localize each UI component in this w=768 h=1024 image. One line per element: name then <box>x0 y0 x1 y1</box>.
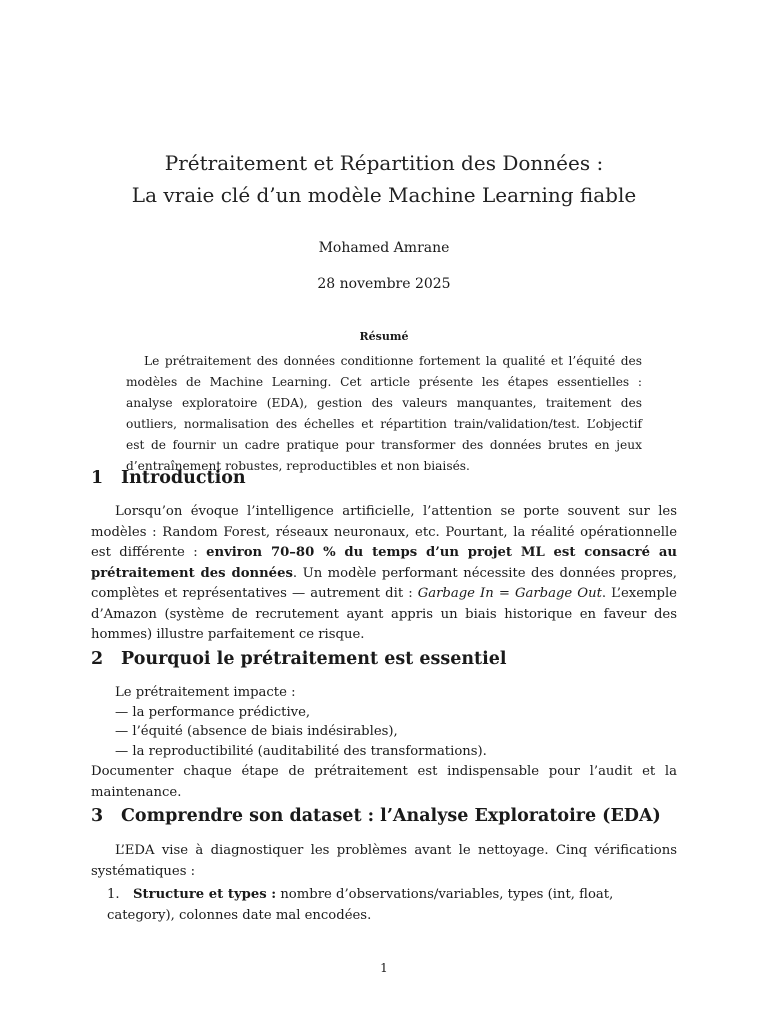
section-heading-2 <box>91 647 681 671</box>
impact-list <box>115 683 675 761</box>
list-item: — la reproductibilité (auditabilité des transformations). <box>115 743 487 759</box>
list-item-number: 1. <box>107 887 120 902</box>
list-item <box>107 885 679 926</box>
title-line-2: La vraie clé d’un modèle Machine Learning fiable <box>131 183 637 207</box>
section-heading-3 <box>91 804 681 828</box>
section-2-conclusion: Documenter chaque étape de prétraitement est indispensable pour l’audit et la maintenance. <box>91 764 677 800</box>
section-title: Pourquoi le prétraitement est essentiel <box>121 649 507 669</box>
introduction-paragraph <box>91 502 677 646</box>
intro-text-part-3: . L’exemple d’Amazon (système de recrutement ayant appris un biais historique en faveur des hommes) illustre parfaitement ce risque. <box>91 586 677 642</box>
intro-text-part-2: . Un modèle performant nécessite des données propres, complètes et représentatives — autrement dit : <box>91 565 677 601</box>
section-heading-1 <box>91 466 681 490</box>
section-title: Comprendre son dataset : l’Analyse Exploratoire (EDA) <box>121 806 661 826</box>
intro-italic: Garbage In = Garbage Out <box>417 586 602 601</box>
list-intro: Le prétraitement impacte : <box>115 685 296 700</box>
intro-text-part-1: Lorsqu’on évoque l’intelligence artificielle, l’attention se porte souvent sur les modèles : Random Forest, réseaux neuronaux, etc. Pourtant, la réalité opérationnelle est différente : <box>91 504 677 560</box>
eda-checklist <box>107 885 679 926</box>
publication-date: 28 novembre 2025 <box>317 276 451 292</box>
list-item: — l’équité (absence de biais indésirables), <box>115 724 398 739</box>
page-number: 1 <box>380 961 388 975</box>
section-number: 3 <box>91 806 104 826</box>
abstract-heading: Résumé <box>359 330 409 343</box>
intro-emphasis: environ 70–80 % du temps d’un projet ML est consacré au prétraitement des données <box>91 545 677 581</box>
author-name: Mohamed Amrane <box>318 240 450 256</box>
section-number: 1 <box>91 468 104 488</box>
abstract-text: Le prétraitement des données conditionne fortement la qualité et l’équité des modèles de Machine Learning. Cet article présente les étapes essentielles : analyse exploratoire (EDA), gestion des valeurs manquantes, traitement des outliers, normalisation des échelles et répartition train/validation/test. L’objectif est de fournir un cadre pratique pour transformer des données brutes en jeux d’entraînement robustes, reproductibles et non biaisés. <box>126 354 642 473</box>
eda-intro-paragraph: L’EDA vise à diagnostiquer les problèmes avant le nettoyage. Cinq vérifications systématiques : <box>91 843 677 879</box>
section-number: 2 <box>91 649 104 669</box>
paper-title <box>0 147 768 211</box>
list-item-text: nombre d’observations/variables, types (int, float, category), colonnes date mal encodées. <box>107 887 614 923</box>
list-item: — la performance prédictive, <box>115 704 311 720</box>
list-item-heading: Structure et types : <box>133 887 277 902</box>
title-line-1: Prétraitement et Répartition des Données : <box>164 151 604 175</box>
section-title: Introduction <box>121 468 246 488</box>
